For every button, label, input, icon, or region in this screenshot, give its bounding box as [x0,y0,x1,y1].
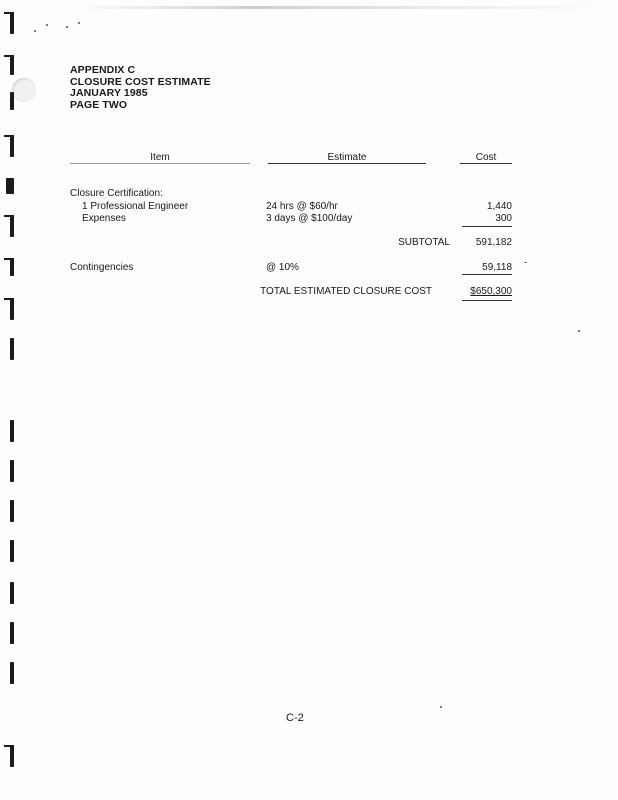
row-item: Expenses [82,213,126,224]
subtotal-rule [462,226,512,227]
column-rule-item [70,163,250,164]
column-header-estimate: Estimate [327,152,367,163]
contingencies-cost: 59,118 [482,262,512,273]
column-rule-estimate [268,163,426,164]
header-date: JANUARY 1985 [70,87,148,99]
document-header [70,65,211,111]
header-appendix: APPENDIX C [70,64,136,76]
row-cost: 300 [495,213,512,224]
page-number: C-2 [286,712,304,724]
column-header-item: Item [150,152,170,163]
subtotal-value: 591,182 [475,237,512,248]
section-title: Closure Certification: [70,188,163,199]
scan-edge [80,6,600,9]
total-label: TOTAL ESTIMATED CLOSURE COST [260,286,432,297]
header-page: PAGE TWO [70,98,128,111]
total-value: $650,300 [470,286,512,297]
total-rule [462,274,512,275]
column-header-cost: Cost [475,152,497,163]
contingencies-rate: @ 10% [266,262,299,273]
row-cost: 1,440 [486,201,512,212]
binder-marks [0,0,22,800]
contingencies-label: Contingencies [70,262,134,273]
row-estimate: 24 hrs @ $60/hr [266,201,338,212]
total-double-rule [462,300,512,301]
column-rule-cost [460,163,512,164]
row-estimate: 3 days @ $100/day [266,213,353,224]
subtotal-label: SUBTOTAL [398,237,450,248]
row-item: 1 Professional Engineer [82,201,189,212]
header-title: CLOSURE COST ESTIMATE [70,75,211,88]
